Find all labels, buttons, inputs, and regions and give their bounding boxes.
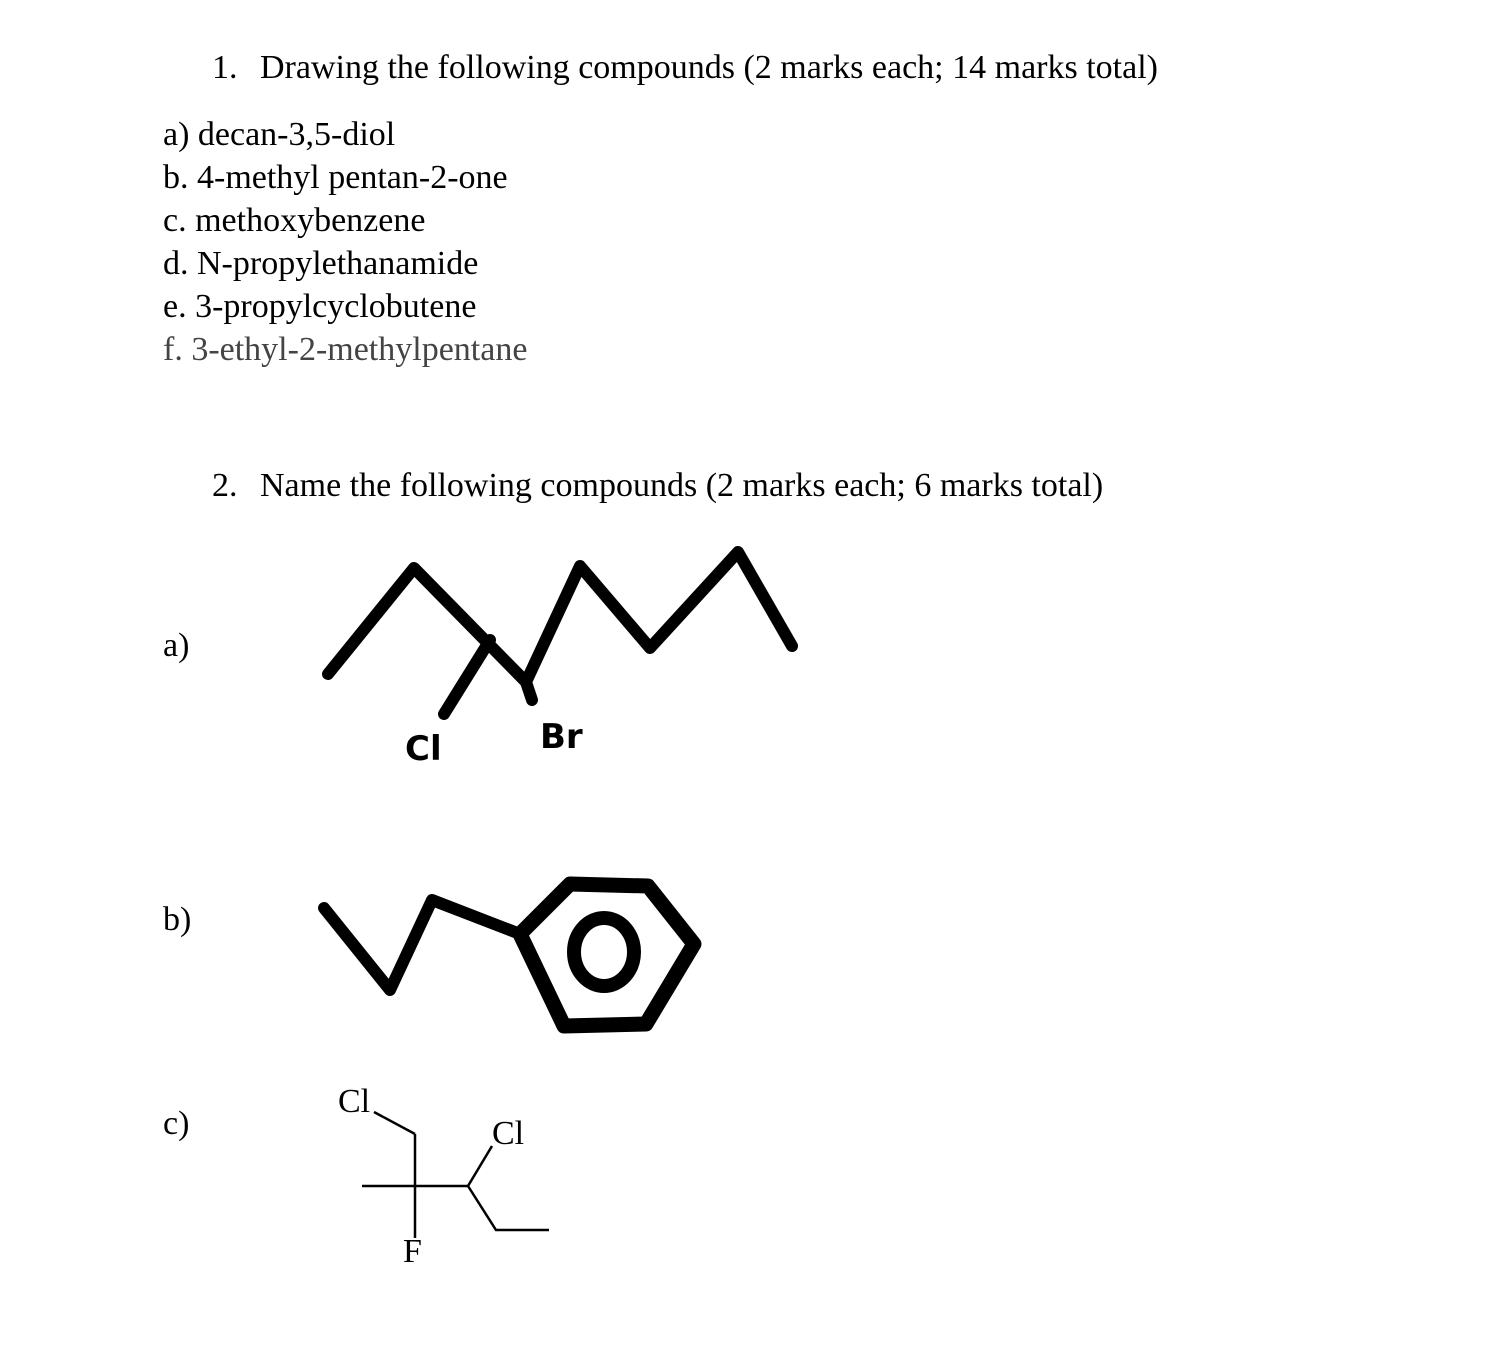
q2-part-c-label: c)	[163, 1105, 190, 1142]
structure-b-chain	[324, 900, 520, 990]
structure-c-cl2-label: Cl	[492, 1115, 525, 1152]
structure-b	[324, 884, 694, 1026]
q1-item-c: c. methoxybenzene	[163, 202, 426, 239]
structure-c-ethyl-bond	[468, 1186, 549, 1230]
structure-a-main-chain	[328, 552, 792, 682]
structure-c-cl1-bond	[374, 1112, 415, 1134]
structure-a-cl-label: Cl	[405, 729, 442, 769]
structure-c-f-label: F	[403, 1233, 422, 1270]
structure-b-ring-circle	[574, 918, 634, 986]
question-2-number: 2.	[212, 467, 238, 504]
structure-a-cl-bond	[444, 640, 490, 714]
structure-c-cl2-bond	[468, 1146, 492, 1186]
q2-part-b-label: b)	[163, 901, 192, 938]
structure-a-br-bond	[526, 682, 532, 700]
structure-c-cl1-label: Cl	[338, 1083, 371, 1120]
structure-b-benzene-ring	[520, 884, 694, 1026]
q1-item-b: b. 4-methyl pentan-2-one	[163, 159, 508, 196]
question-2-text: Name the following compounds (2 marks each; 6 marks total)	[260, 467, 1104, 504]
q1-item-a: a) decan-3,5-diol	[163, 116, 396, 153]
question-1-number: 1.	[212, 49, 238, 86]
q2-part-a-label: a)	[163, 627, 190, 664]
question-1-text: Drawing the following compounds (2 marks each; 14 marks total)	[260, 49, 1158, 86]
q1-item-e: e. 3-propylcyclobutene	[163, 288, 477, 325]
structure-a-br-label: Br	[540, 717, 583, 757]
q1-item-d: d. N-propylethanamide	[163, 245, 479, 282]
structure-a	[328, 552, 792, 714]
q1-item-f: f. 3-ethyl-2-methylpentane	[163, 331, 528, 368]
